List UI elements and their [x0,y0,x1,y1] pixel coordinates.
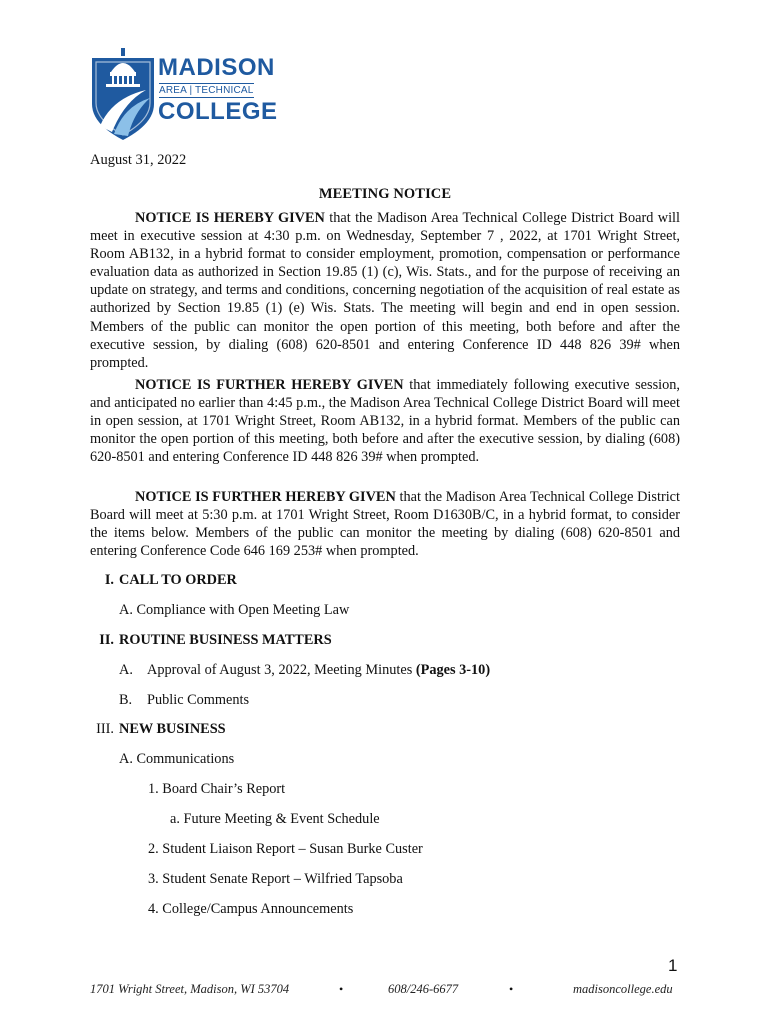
agenda-subitem: 3. Student Senate Report – Wilfried Tapsoba [148,871,403,887]
agenda-item: A. Communications [119,751,235,767]
agenda-subitem: 4. College/Campus Announcements [148,901,354,917]
page-title: MEETING NOTICE [318,186,452,202]
footer-bullet: • [339,982,344,996]
item-text: Public Comments [147,692,250,708]
item-label: B. [119,692,133,708]
logo-line3: COLLEGE [158,98,278,125]
notice-body-3: that the Madison Area Technical College District Board will meet at 5:30 p.m. at 1701 Wright Street, Room D1630B/C, in a hybrid format, to consider the items below. Members of the public can monitor the meeting by dialing (608) 620-8501 and entering Conference Code 646 169 253# when prompted. [90,489,680,560]
notice-lead-1: NOTICE IS HEREBY GIVEN [135,210,325,226]
notice-paragraph-3 [90,488,680,560]
notice-body-2: that immediately following executive session, and anticipated no earlier than 4:45 p.m., the Madison Area Technical College District Board will meet in open session, at 1701 Wright Street, Room AB132, in a hybrid format. Members of the public can monitor the open portion of this meeting, both before and after the executive session, by dialing (608) 620-8501 and entering Conference ID 448 826 39# when prompted. [90,377,680,466]
section-title: NEW BUSINESS [119,721,226,737]
section-number: II. [99,632,114,648]
agenda-section-3 [86,721,226,738]
item-label: A. [119,662,133,678]
agenda-item: A. Compliance with Open Meeting Law [119,602,350,618]
notice-body-1: that the Madison Area Technical College District Board will meet in executive session at 4:30 p.m. on Wednesday, September 7 , 2022, at 1701 Wright Street, Room AB132, in a hybrid format to consider employment, promotion, compensation or performance evaluation data as authorized in Section 19.85 (1) (c), Wis. Stats., and for the purpose of receiving an update on strategy, and terms and conditions, concerning negotiation of the acquisition of real estate as authorized by Section 19.85 (1) (e) Wis. Stats. The meeting will begin and end in open session. Members of the public can monitor the open portion of this meeting, both before and after the executive session, by dialing (608) 620-8501 and entering Conference ID 448 826 39# when prompted. [90,210,680,371]
agenda-item [119,692,249,709]
section-title: ROUTINE BUSINESS MATTERS [119,632,332,648]
footer-phone: 608/246-6677 [388,982,459,996]
item-pages: (Pages 3-10) [415,662,491,678]
section-title: CALL TO ORDER [119,572,237,588]
agenda-section-2 [86,632,332,649]
notice-paragraph-2 [90,376,680,466]
agenda-subitem: 1. Board Chair’s Report [148,781,286,797]
footer-website: madisoncollege.edu [573,982,673,996]
section-number: I. [104,572,114,588]
section-number: III. [96,721,114,737]
college-logo [90,46,278,142]
logo-line1: MADISON [158,54,275,81]
notice-date: August 31, 2022 [90,152,187,168]
footer-bullet: • [509,982,514,996]
agenda-subitem: 2. Student Liaison Report – Susan Burke Custer [148,841,423,857]
logo-line2: AREA | TECHNICAL [159,85,254,96]
notice-lead-2: NOTICE IS FURTHER HEREBY GIVEN [135,377,404,393]
footer-address: 1701 Wright Street, Madison, WI 53704 [90,982,290,996]
item-text: Approval of August 3, 2022, Meeting Minutes [147,662,416,678]
page-number: 1 [668,956,678,975]
notice-paragraph-1 [90,209,680,372]
agenda-section-1 [86,572,237,589]
agenda-item [119,662,490,679]
agenda-subitem: a. Future Meeting & Event Schedule [170,811,380,827]
notice-lead-3: NOTICE IS FURTHER HEREBY GIVEN [135,489,396,505]
